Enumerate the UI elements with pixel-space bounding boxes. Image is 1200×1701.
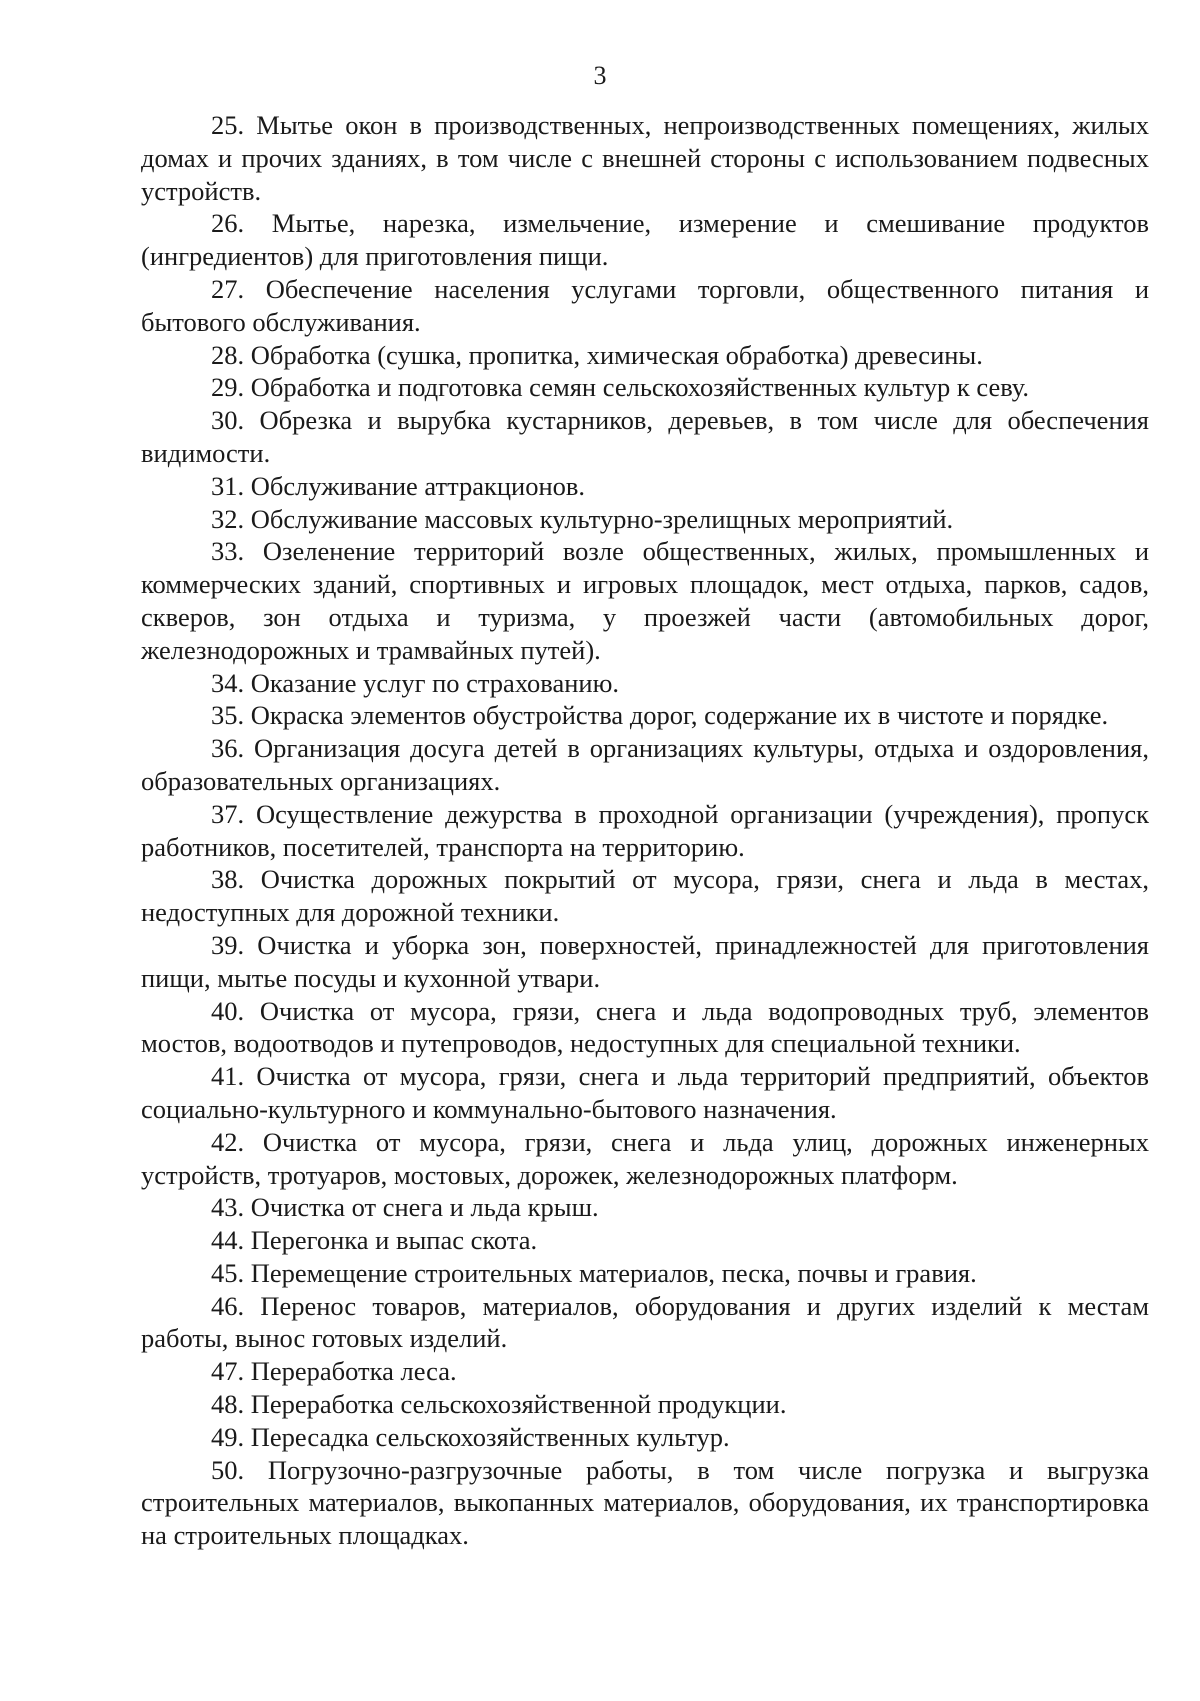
list-item: 47. Переработка леса. bbox=[211, 1356, 457, 1387]
list-item: 27. Обеспечение населения услугами торговли, общественного питания и бытового обслуживания. bbox=[141, 273, 1149, 337]
list-item: 42. Очистка от мусора, грязи, снега и льда улиц, дорожных инженерных устройств, тротуаров, мостовых, дорожек, железнодорожных платформ. bbox=[141, 1126, 1149, 1190]
list-item: 39. Очистка и уборка зон, поверхностей, принадлежностей для приготовления пищи, мытье посуды и кухонной утвари. bbox=[141, 929, 1149, 993]
list-item: 32. Обслуживание массовых культурно-зрелищных мероприятий. bbox=[211, 503, 954, 534]
list-item: 45. Перемещение строительных материалов, песка, почвы и гравия. bbox=[211, 1257, 977, 1288]
list-body bbox=[141, 109, 1149, 1552]
list-item: 28. Обработка (сушка, пропитка, химическая обработка) древесины. bbox=[211, 339, 983, 370]
list-item: 50. Погрузочно-разгрузочные работы, в том числе погрузка и выгрузка строительных материалов, выкопанных материалов, оборудования, их транспортировка на строительных площадках. bbox=[141, 1454, 1149, 1551]
list-item: 41. Очистка от мусора, грязи, снега и льда территорий предприятий, объектов социально-культурного и коммунально-бытового назначения. bbox=[141, 1061, 1149, 1124]
list-item: 48. Переработка сельскохозяйственной продукции. bbox=[211, 1389, 787, 1420]
list-item: 31. Обслуживание аттракционов. bbox=[211, 470, 586, 501]
list-item: 35. Окраска элементов обустройства дорог, содержание их в чистоте и порядке. bbox=[211, 700, 1109, 731]
list-item: 36. Организация досуга детей в организациях культуры, отдыха и оздоровления, образовательных организациях. bbox=[141, 733, 1149, 796]
list-item: 44. Перегонка и выпас скота. bbox=[211, 1225, 538, 1256]
list-item: 37. Осуществление дежурства в проходной организации (учреждения), пропуск работников, посетителей, транспорта на территорию. bbox=[141, 798, 1149, 862]
page-number: 3 bbox=[593, 61, 607, 90]
list-item: 46. Перенос товаров, материалов, оборудования и других изделий к местам работы, вынос готовых изделий. bbox=[141, 1290, 1149, 1354]
list-item: 34. Оказание услуг по страхованию. bbox=[211, 667, 620, 698]
list-item: 30. Обрезка и вырубка кустарников, деревьев, в том числе для обеспечения видимости. bbox=[141, 405, 1149, 468]
list-item: 49. Пересадка сельскохозяйственных культур. bbox=[211, 1421, 730, 1452]
list-item: 38. Очистка дорожных покрытий от мусора, грязи, снега и льда в местах, недоступных для дорожной техники. bbox=[141, 864, 1149, 928]
list-item: 29. Обработка и подготовка семян сельскохозяйственных культур к севу. bbox=[211, 372, 1030, 403]
list-item: 40. Очистка от мусора, грязи, снега и льда водопроводных труб, элементов мостов, водоотводов и путепроводов, недоступных для специальной техники. bbox=[141, 995, 1149, 1059]
list-item: 26. Мытье, нарезка, измельчение, измерение и смешивание продуктов (ингредиентов) для приготовления пищи. bbox=[141, 208, 1149, 272]
list-item: 25. Мытье окон в производственных, непроизводственных помещениях, жилых домах и прочих зданиях, в том числе с внешней стороны с использованием подвесных устройств. bbox=[141, 110, 1149, 206]
list-item: 33. Озеленение территорий возле общественных, жилых, промышленных и коммерческих зданий, спортивных и игровых площадок, мест отдыха, парков, садов, скверов, зон отдыха и туризма, у проезжей части (автомобильных дорог, железнодорожных и трамвайных путей). bbox=[141, 536, 1149, 665]
list-item: 43. Очистка от снега и льда крыш. bbox=[211, 1192, 599, 1223]
